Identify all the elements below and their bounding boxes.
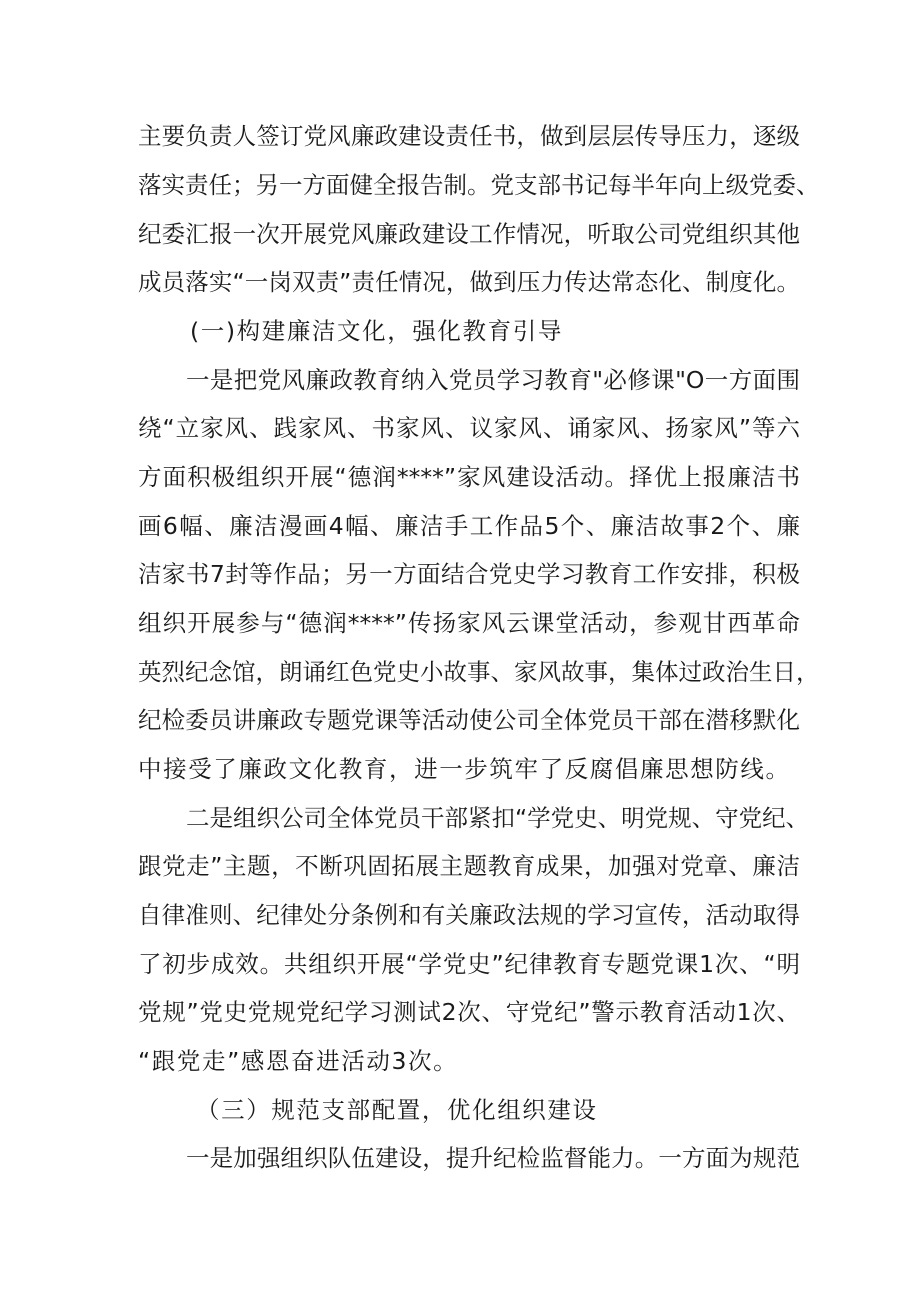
paragraph-line: 组织开展参与“德润****”传扬家风云课堂活动，参观甘西革命 <box>138 609 800 637</box>
paragraph-line: 方面积极组织开展“德润****”家风建设活动。择优上报廉洁书 <box>138 463 800 491</box>
paragraph-line: 自律准则、纪律处分条例和有关廉政法规的学习宣传，活动取得 <box>138 901 800 929</box>
paragraph-line: 了初步成效。共组织开展“学党史”纪律教育专题党课1次、“明 <box>138 950 800 978</box>
section-heading: (一)构建廉洁文化，强化教育引导 <box>190 317 563 345</box>
paragraph-line: 画6幅、廉洁漫画4幅、廉洁手工作品5个、廉洁故事2个、廉 <box>138 512 800 540</box>
paragraph-line: 成员落实“一岗双责”责任情况，做到压力传达常态化、制度化。 <box>138 268 800 296</box>
paragraph-line: 主要负责人签订党风廉政建设责任书，做到层层传导压力，逐级 <box>138 122 800 150</box>
paragraph-line: 绕“立家风、践家风、书家风、议家风、诵家风、扬家风”等六 <box>138 414 800 442</box>
section-heading: （三）规范支部配置，优化组织建设 <box>196 1096 598 1124</box>
paragraph-line: 中接受了廉政文化教育，进一步筑牢了反腐倡廉思想防线。 <box>138 755 791 783</box>
paragraph-line: 纪检委员讲廉政专题党课等活动使公司全体党员干部在潜移默化 <box>138 706 800 734</box>
paragraph-line: 英烈纪念馆，朗诵红色党史小故事、家风故事，集体过政治生日， <box>138 658 820 686</box>
paragraph-line: 党规”党史党规党纪学习测试2次、守党纪”警示教育活动1次、 <box>138 998 800 1026</box>
paragraph-line: 洁家书7封等作品；另一方面结合党史学习教育工作安排，积极 <box>138 560 800 588</box>
paragraph-line: 一是加强组织队伍建设，提升纪检监督能力。一方面为规范 <box>186 1144 800 1172</box>
paragraph-line: 跟党走”主题，不断巩固拓展主题教育成果，加强对党章、廉洁 <box>138 852 800 880</box>
paragraph-line: 纪委汇报一次开展党风廉政建设工作情况，听取公司党组织其他 <box>138 220 800 248</box>
paragraph-line: 落实责任；另一方面健全报告制。党支部书记每半年向上级党委、 <box>138 171 820 199</box>
paragraph-line: 二是组织公司全体党员干部紧扣“学党史、明党规、守党纪、 <box>186 804 810 832</box>
paragraph-line: “跟党走”感恩奋进活动3次。 <box>138 1047 459 1075</box>
paragraph-line: 一是把党风廉政教育纳入党员学习教育"必修课"O一方面围 <box>186 366 800 394</box>
